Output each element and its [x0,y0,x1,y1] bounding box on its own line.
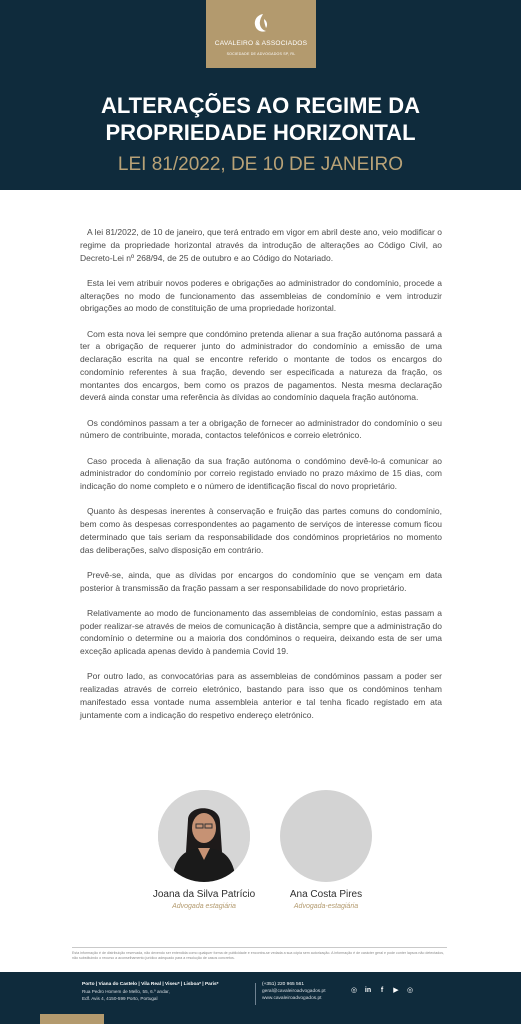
footer-offices [82,981,252,1002]
author-card [139,790,269,910]
paragraph: Com esta nova lei sempre que condómino pretenda alienar a sua fração autónoma passará a ter a obrigação de requerer junto do administrador do condomínio a emissão de uma declaração escrita na qual se encontre referido o montante de todos os encargos do condomínio referentes à sua fração, devendo ser especificada a natureza da fração, os montantes dos encargos, bem como os prazos de pagamentos. Nesta mesma declaração deverá ainda constar uma referência às dívidas ao condomínio daquela fração autónoma. [80,328,442,403]
title-line-2: PROPRIEDADE HORIZONTAL [105,120,416,145]
authors-section [0,790,521,920]
footer-accent [40,1014,104,1024]
author-card [261,790,391,910]
paragraph: Esta lei vem atribuir novos poderes e obrigações ao administrador do condomínio, procede a alterações no modo de funcionamento das assembleias de condomínio e vem introduzir obrigações ao modo de constituição de uma propriedade horizontal. [80,277,442,314]
phone-link[interactable]: (+351) 220 965 561 [262,982,305,987]
instagram-icon[interactable]: ◎ [406,987,414,994]
author-role: Advogada-estagiária [293,903,359,910]
author-photo-icon [158,790,250,882]
office-address-line1: Rua Pedro Homem de Mello, 55, 6.º andar, [82,989,170,994]
avatar-placeholder [280,790,372,882]
office-cities: Porto | Viana do Castelo | Vila Real | Viseu* | Lisboa* | Paris* [82,982,219,987]
paragraph: Por outro lado, as convocatórias para as assembleias de condóminos passam a poder ser realizadas através de correio eletrónico, bastando para isso que os condóminos tenham manifestado essa vontade numa assembleia anterior e tal tenha ficado registado em ata juntamente com a indicação do respetivo endereço eletrónico. [80,671,442,720]
author-role: Advogada estagiária [172,903,236,910]
paragraph: Quanto às despesas inerentes à conservação e fruição das partes comuns do condomínio, bem como às despesas correspondentes ao pagamento de serviços de interesse comum ficou determinado que tais seriam da responsabilidade dos condóminos proprietários no momento das deliberações, salvo disposição em contrário. [80,506,442,555]
avatar [158,790,250,882]
author-name: Ana Costa Pires [289,889,363,900]
firm-subtitle: SOCIEDADE DE ADVOGADOS SP, RL [226,52,296,56]
title-line-1: ALTERAÇÕES AO REGIME DA [100,93,420,118]
footer-contacts [262,981,362,1002]
linkedin-icon[interactable]: in [364,987,372,994]
office-address-line2: Edf. Avis 4, 4150-599 Porto, Portugal [82,996,158,1001]
page-title [0,92,521,146]
social-links [350,986,414,996]
paragraph: Caso proceda à alienação da sua fração autónoma o condómino devê-lo-á comunicar ao administrador do condomínio por correio registado enviado no prazo máximo de 15 dias, com indicação do nome completo e o número de identificação fiscal do novo proprietário. [80,455,442,491]
legal-disclaimer: Esta informação é de distribuição reservada, não devendo ser entendida como qualquer forma de publicidade e encontra-se vedada a sua cópia sem autorização. A informação é de carácter geral e pode conter lapsos não detectados, não substituindo o recurso a aconselhamento jurídico adequado para a resolução de casos concretos. [72,951,444,960]
article-body [80,226,442,734]
instagram-icon[interactable]: ◎ [350,987,358,994]
firm-logo[interactable] [206,0,316,68]
logo-mark-icon [251,12,271,34]
youtube-icon[interactable]: ▶ [393,987,399,994]
facebook-icon[interactable]: f [380,987,384,994]
divider [72,947,447,948]
footer-divider [255,983,256,1005]
paragraph: Prevê-se, ainda, que as dívidas por encargos do condomínio que se vençam em data posterior à transmissão da fração passam a ser responsabilidade do novo proprietário. [80,569,442,593]
paragraph: Os condóminos passam a ter a obrigação de fornecer ao administrador do condomínio o seu número de contribuinte, morada, contactos telefónicos e correio eletrónico. [80,417,442,441]
firm-name: CAVALEIRO & ASSOCIADOS [214,40,308,47]
website-link[interactable]: www.cavaleiroadvogados.pt [262,996,322,1001]
header-banner [0,0,521,190]
page-subtitle: LEI 81/2022, DE 10 DE JANEIRO [117,154,404,175]
email-link[interactable]: geral@cavaleiroadvogados.pt [262,989,326,994]
author-name: Joana da Silva Patrício [152,889,256,900]
paragraph: Relativamente ao modo de funcionamento das assembleias de condomínio, estas passam a poder realizar-se através de meios de comunicação à distância, sempre que a administração do condomínio o determine ou a maioria dos condóminos o requeira, deixando esta de ser uma exceção aplicada apenas devido à pandemia Covid 19. [80,607,442,656]
paragraph: A lei 81/2022, de 10 de janeiro, que terá entrado em vigor em abril deste ano, veio modificar o regime da propriedade horizontal através da introdução de alterações ao Código Civil, ao Decreto-Lei nº 268/94, de 25 de outubro e ao Código do Notariado. [80,227,442,263]
